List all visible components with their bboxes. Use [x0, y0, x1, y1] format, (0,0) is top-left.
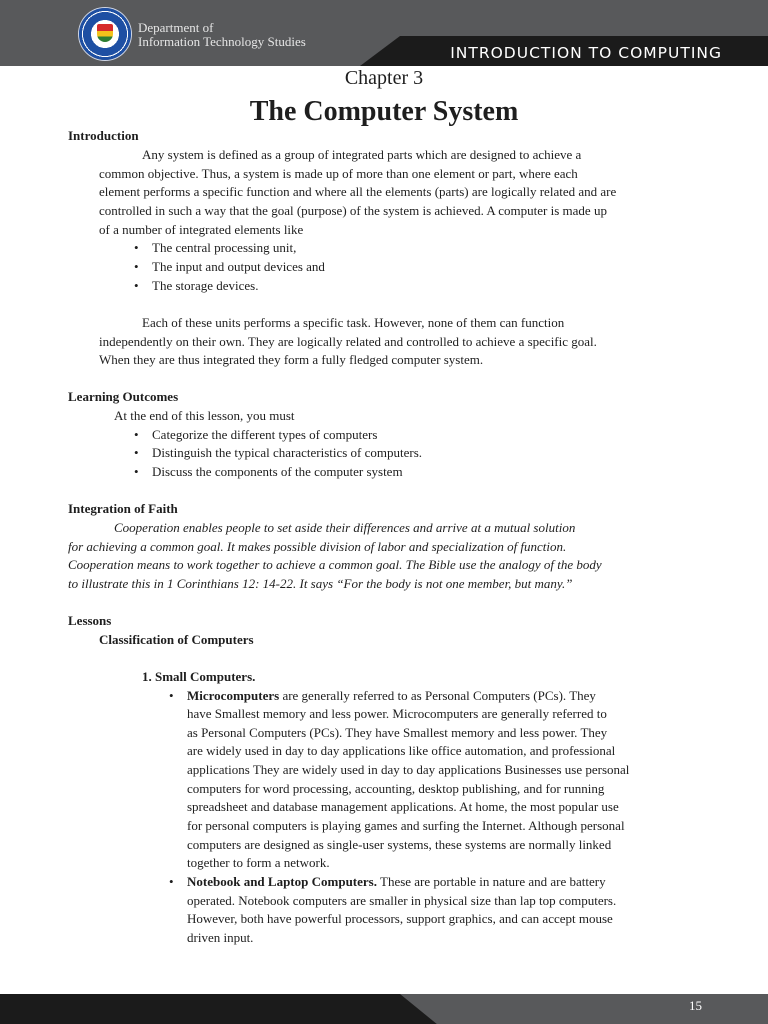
intro-bullet: • The storage devices. — [152, 278, 258, 294]
department-line-2: Information Technology Studies — [138, 34, 306, 49]
microcomputers-term: Microcomputers — [187, 688, 280, 703]
outcome-bullet: • Distinguish the typical characteristics of computers. — [152, 445, 422, 461]
intro-para2-line: Each of these units performs a specific task. However, none of them can function — [142, 315, 565, 330]
faith-line: Cooperation means to work together to achieve a common goal. The Bible use the analogy of the body — [68, 557, 602, 572]
notebook-line: These are portable in nature and are battery — [376, 874, 606, 889]
intro-para1-line: element performs a specific function and where all the elements (parts) are logically related and are — [99, 184, 617, 199]
microcomputers-line: applications They are widely used in day to day applications Businesses use personal — [187, 762, 630, 777]
faith-line: for achieving a common goal. It makes possible division of labor and specialization of function. — [68, 539, 567, 554]
department-line-1: Department of — [138, 20, 214, 35]
chapter-title: The Computer System — [249, 96, 519, 127]
seal-shield-icon — [97, 24, 113, 42]
microcomputers-line: spreadsheet and database management applications. At home, the most popular use — [187, 799, 619, 814]
footer-wedge — [400, 994, 768, 1024]
microcomputers-line: computers are designed as single-user systems, these systems are normally linked — [187, 837, 612, 852]
lessons-heading: Lessons — [68, 613, 112, 628]
microcomputers-line: for personal computers is playing games and surfing the Internet. Although personal — [187, 818, 625, 833]
intro-para1-line: common objective. Thus, a system is made up of more than one element or part, where each — [99, 166, 578, 181]
microcomputers-line: are widely used in day to day applications like office automation, and professional — [187, 743, 616, 758]
microcomputers-line: computers for word processing, accounting, desktop publishing, and for running — [187, 781, 605, 796]
microcomputers-line: have Smallest memory and less power. Microcomputers are generally referred to — [187, 706, 607, 721]
intro-para2-line: When they are thus integrated they form a fully fledged computer system. — [99, 352, 484, 367]
notebook-line: However, both have powerful processors, support graphics, and can accept mouse — [187, 911, 613, 926]
microcomputers-line: together to form a network. — [187, 855, 330, 870]
faith-line: Cooperation enables people to set aside their differences and arrive at a mutual solution — [114, 520, 576, 535]
department-name — [138, 21, 306, 49]
notebook-item — [187, 874, 606, 890]
intro-bullet: • The central processing unit, — [152, 240, 296, 256]
intro-bullet: • The input and output devices and — [152, 259, 325, 275]
intro-para1-line: of a number of integrated elements like — [99, 222, 304, 237]
chapter-label: Chapter 3 — [344, 67, 424, 89]
introduction-heading: Introduction — [68, 128, 139, 143]
faith-line: to illustrate this in 1 Corinthians 12: 14-22. It says “For the body is not one member, but many.” — [68, 576, 573, 591]
intro-para2-line: independently on their own. They are logically related and controlled to achieve a specific goal. — [99, 334, 597, 349]
faith-heading: Integration of Faith — [68, 501, 178, 516]
university-seal-icon — [79, 8, 131, 60]
microcomputers-item — [187, 688, 596, 704]
small-computers-heading: 1. Small Computers. — [142, 669, 256, 684]
notebook-term: Notebook and Laptop Computers. — [187, 874, 377, 889]
microcomputers-line: are generally referred to as Personal Computers (PCs). They — [279, 688, 596, 703]
page-number: 15 — [689, 998, 702, 1013]
outcome-bullet: • Discuss the components of the computer system — [152, 464, 403, 480]
notebook-line: driven input. — [187, 930, 254, 945]
intro-para1-line: Any system is defined as a group of integrated parts which are designed to achieve a — [142, 147, 582, 162]
notebook-line: operated. Notebook computers are smaller in physical size than lap top computers. — [187, 893, 617, 908]
outcome-bullet: • Categorize the different types of computers — [152, 427, 377, 443]
course-title: INTRODUCTION TO COMPUTING — [450, 44, 722, 62]
learning-outcomes-intro: At the end of this lesson, you must — [114, 408, 295, 423]
classification-heading: Classification of Computers — [99, 632, 254, 647]
intro-para1-line: controlled in such a way that the goal (purpose) of the system is achieved. A computer is made up — [99, 203, 607, 218]
microcomputers-line: as Personal Computers (PCs). They have Smallest memory and less power. They — [187, 725, 608, 740]
learning-outcomes-heading: Learning Outcomes — [68, 389, 179, 404]
